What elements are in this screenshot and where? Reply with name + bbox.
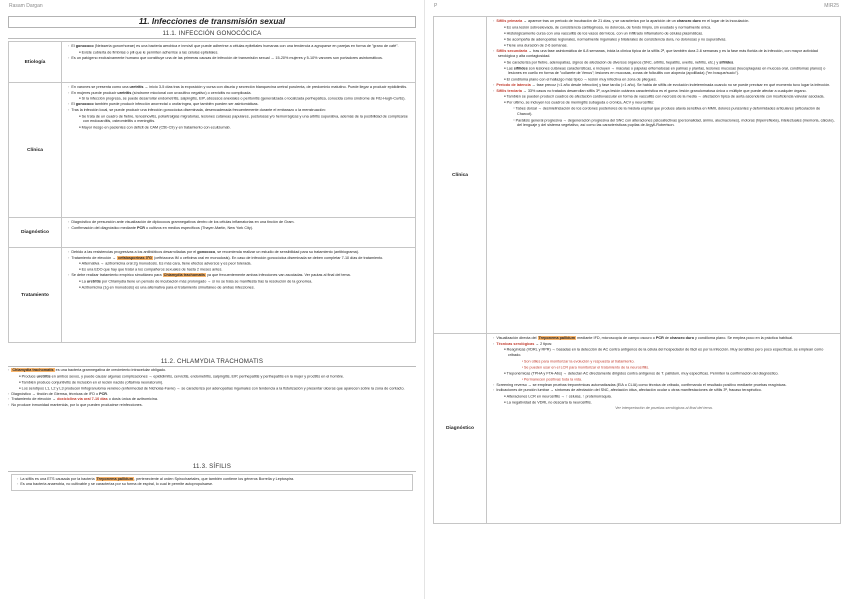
bullet-line: ● Se trata de un cuadro de fiebre, tenosinovitis, poliartralgias migratorias, lesiones cutáneas papulares, pustulosas y/o hemorrágicas y una artritis supurativa, además de la posibilidad de complicarse con endocarditis, osteomielitis o meningitis.: [68, 114, 410, 125]
bullet-line: ● Treponémicas (TPHA y FTA-Abs) → detectan AC directamente dirigidos contra antígenos de T. pallidum, muy específicas. Permiten la confirmación del diagnóstico.: [493, 371, 835, 377]
bullet-line: › Sífilis primaria → aparece tras un periodo de incubación de 21 días, y se caracteriza por la aparición de un chancro duro en el lugar de la inoculación.: [493, 19, 835, 24]
bullet-line: › En varones se presenta como una uretritis → inicio 3-5 días tras la exposición y cursa con disuria y secreción blanquecina uretral purulenta, de predominio matutino. Puede llegar a producir epididimitis.: [68, 85, 410, 90]
bullet-line: › Tras la infección local, se puede producir una infección gonocócica diseminada, desencadenada frecuentemente durante el embarazo o la menstruación:: [68, 108, 410, 113]
bullet-line: ● Se acompaña de adenopatías regionales, normalmente inguinales y bilaterales de consistencia dura, no dolorosas y no supurativas.: [493, 37, 835, 43]
running-header-mark: P: [434, 3, 438, 9]
bullet-line: ● Histológicamente cursa con una vasculitis de los vasos dérmicos, con un infiltrado inflamatorio de células plasmáticas.: [493, 31, 835, 37]
bullet-line: ● Alteraciones LCR en neurosífilis → ↑ células, ↑ proteinorraquia.: [493, 394, 835, 400]
bullet-line: ● También produce conjuntivitis de inclusión en el recién nacido (oftalmía neonatorum).: [8, 380, 416, 386]
row-body: [487, 17, 840, 333]
bullet-line: › En mujeres puede producir uretritis (síndrome miccional con urocultivo negativo) o cervicitis no complicada.: [68, 91, 410, 96]
bullet-line: ● La uretritis por Chlamydia tiene un período de incubación más prolongado → si no se trata se manifiesta tras la resolución de la gonorrea.: [68, 279, 410, 285]
row-label: Etiología: [9, 42, 62, 82]
bullet-line: › Screening reverso → se emplean pruebas treponémicas automatizadas (EIA o CLIA) como técnica de cribado, confirmando el resultado positivo mediante pruebas reagínicas.: [493, 383, 835, 388]
section-heading-sifilis: 11.3. SÍFILIS: [8, 463, 416, 472]
bullet-line: › Tratamiento de elección → cefalosporinas 3ªG (ceftriaxona IM o cefixima oral en monodosis). En caso de infección gonocócica diseminada se deben completar 7-10 días de tratamiento.: [68, 256, 410, 261]
bullet-line: ▪ Se pueden usar en el LCR para monitorizar el tratamiento de la neurosífilis.: [493, 365, 835, 371]
row-label: Clínica: [9, 83, 62, 217]
table-row-clinica-sifilis: [433, 16, 841, 334]
bullet-line: ● Mayor riesgo en pacientes con déficit de CAM (C5b-C9) y en tratamiento con eculizumab.: [68, 125, 410, 131]
bullet-line: ○ Parálisis general progresiva → degeneración progresiva del SNC con alteraciones psicoafectivas (personalidad, ánimo, alucinaciones), motoras (hiperreflexia), intelectuales (memoria, cálculo), del lenguaje y del sistema vegetativo, así como las características pupilas de Argyll-Robertson.: [493, 118, 835, 129]
bullet-line: › Diagnóstico de presunción ante visualización de diplococos gramnegativos dentro de los células inflamatorias en una tinción de Gram.: [68, 220, 410, 225]
bullet-line: › La sífilis es una ETS causada por la bacteria Treponema pallidum, perteneciente al orden Spirochaetales, que también contiene los géneros Borrelia y Leptospira.: [17, 477, 407, 482]
row-body: [62, 218, 415, 247]
row-body: [62, 42, 415, 82]
table-row-diagnostico: [8, 218, 416, 248]
right-page: [424, 0, 848, 599]
bullet-line: ● Reagínicas (VDRL y RPR) → basadas en la detección de AC contra antígenos de la célula del hospedador de fácil es por la infección. Muy sensibles pero poco específicas, se emplean como cribado.: [493, 347, 835, 358]
bullet-line: › Se debe realizar tratamiento empírico simultáneo para Chlamydia trachomatis ya que frecuentemente ambas infecciones van asociadas. Ver pautas al final del tema.: [68, 273, 410, 278]
bullet-line: › El gonococo (Neisseria gonorrhoeae) es una bacteria aerobica e inmóvil que puede adherirse a células epiteliales humanas con una tendencia a agruparse en parejas en forma de "grano de café".: [68, 44, 410, 49]
row-label: Clínica: [434, 17, 487, 333]
bullet-line: ● Produce uretritis en ambos sexos, y puede causar algunas complicaciones → epididimitis, cervicitis, endometritis, salpingitis, EIP, perihepatitis y perihepatitis en la mujer y proctitis en el hombre.: [8, 374, 416, 380]
bullet-line: › Tratamiento de elección → doxiciclina vía oral 7-10 días o dosis única de azitromicina.: [8, 397, 416, 402]
sifilis-intro-box: [11, 474, 413, 491]
table-row-etiologia: [8, 41, 416, 83]
bullet-line: › Diagnóstico → tinción de Giemsa, técnicas de IFD o PCR.: [8, 392, 416, 397]
bullet-line: ● También se pueden producir cuadros de afectación cardiovascular en forma de vasculitis con necrosis de la media → afectación típica de aorta ascendente con insuficiencia valvular asociada.: [493, 94, 835, 100]
bullet-line: ● Es una EDO que hay que tratar a los compañeros sexuales de hasta 2 meses antes.: [68, 267, 410, 273]
row-label: Tratamiento: [9, 248, 62, 342]
bullet-line: ● Se caracteriza por fiebre, adenopatías, signos de afectación de diversos órganos (SNC, artritis, hepatitis, uveítis, nefritis, etc.) y sifílides.: [493, 60, 835, 66]
bullet-line: › Confirmación del diagnóstico mediante PCR o cultivos en medios específicos (Thayer-Martin, New York City).: [68, 226, 410, 231]
bullet-line: ○ Tabes dorsal → desmielinización de los cordones posteriores de la médula espinal que produce ataxia sensitiva en MMII, dolores punzantes y deformidades articulares (articulación de Charcot).: [493, 106, 835, 117]
bullet-line: ● Alternativa → azitromicina oral 2g monodosis. Es más cara, tiene efectos adversos y es peor tolerada.: [68, 261, 410, 267]
bullet-line: ● Existe cubierta de fimbrias o pili que le permiten adherirse a las células epiteliales.: [68, 50, 410, 56]
bullet-line: › Sífilis secundaria → tras una fase asintomática de 6-8 semanas, inicia la clínica típica de la sífilis 2ª, que también dura 2-6 semanas y es la fase más florida de la infección, con mayor actividad serológica y alta contagiosidad.: [493, 49, 835, 60]
bullet-line: › El gonococo también puede producir infección anorrectal o orofaríngea, que también pueden ser asintomáticas.: [68, 102, 410, 107]
section-heading-gonococica: 11.1. INFECCIÓN GONOCÓCICA: [8, 30, 416, 39]
bullet-line: › Es un patógeno exclusivamente humano que constituye una de las primeras causas de infección de transmisión sexual → 15-20% mujeres y 5-10% varones son portadores asintomáticos.: [68, 56, 410, 61]
bullet-line: › Período de latencia → fase precoz (<1 año desde infección) y fase tardía (>1 año). Se habla de sífilis de evolución indeterminada cuando no se puede precisar en qué momento tuvo lugar la infección.: [493, 83, 835, 88]
bullet-line: ● El condiloma plano con el hallazgo más típico → lesión muy infectiva en zona de pliegues.: [493, 77, 835, 83]
bullet-line: ● Si la infección progresa, se puede desarrollar endometritis, salpingitis, EIP, abscesos anexiales o peritonitis (generalizada o localizada perihepática, conocida como síndrome de Fitz-Hugh-Curtis).: [68, 96, 410, 102]
bullet-line: ▪ Son útiles para monitorizar la evolución y respuesta al tratamiento.: [493, 359, 835, 365]
bullet-line: ▪ Permanecen positivas toda la vida.: [493, 377, 835, 383]
bullet-line: ● Las sifílides son lesiones cutáneas características, e incluyen → máculas o pápulas eritematosas en palmas y plantas, lesiones mucosas (leucoplaquias en mucosa oral, condilomas planos) o lesiones en cuello en forma de "collarete de Venus"; lesiones en mucosas, zonas de foliculitis con alopecia (apolillada) ("en bosque/sucio").: [493, 66, 835, 77]
bullet-line: ● La negatividad de VDRL no descarta la neurosífilis.: [493, 400, 835, 406]
row-body: [62, 83, 415, 217]
running-header-code: MIR25: [824, 3, 839, 9]
bullet-line: › Sífilis terciaria → 33% casos no tratados desarrollan sífilis 3ª, cuya lesión cutánea característica es el goma: lesión granulomatosa única o múltiple que puede afectar a cualquier órgano.: [493, 89, 835, 94]
row-body: [487, 334, 840, 523]
bullet-line: › Visualización directa del Treponema pallidum mediante IFD, microscopía de campo oscuro o PCR de chancro duro y condiloma plano. Se emplea poco en la práctica habitual.: [493, 336, 835, 341]
bullet-line: ● Azitromicina (1g en monodosis) es una alternativa para el tratamiento simultáneo de ambas infecciones.: [68, 285, 410, 291]
bullet-line: › Técnicas serológicas → 2 tipos:: [493, 342, 835, 347]
row-label: Diagnóstico: [434, 334, 487, 523]
section-heading-chlamydia: 11.2. CHLAMYDIA TRACHOMATIS: [8, 358, 416, 367]
bullet-line: ● Por último, se incluyen los cuadros de meningitis subaguda o crónica, ACV y neurosífilis:: [493, 100, 835, 106]
bullet-line: Ver interpretación de pruebas serológicas al final del tema.: [615, 406, 713, 411]
running-header-author: Rasam Dargan: [9, 3, 43, 9]
bullet-line: › Es una bacteria anaerobia, no cultivable y se caracteriza por su forma de espiral, lo cual le permite autopropulsarse.: [17, 482, 407, 487]
bullet-line: ● Tiene una duración de 2-6 semanas.: [493, 43, 835, 49]
row-body: [62, 248, 415, 342]
chapter-title: 11. Infecciones de transmisión sexual: [8, 16, 416, 28]
chlamydia-body: [8, 368, 416, 409]
row-label: Diagnóstico: [9, 218, 62, 247]
bullet-line: › Indicaciones de punción lumbar → síntomas de afectación del SNC, afectación ótica, afectación ocular u otras manifestaciones de sífilis 3ª, fracaso terapéutico.: [493, 388, 835, 393]
bullet-line: › Chlamydia trachomatis es una bacteria gramnegativa de crecimiento intracelular obligado.: [8, 368, 416, 373]
bullet-line: › No produce inmunidad mantenida, por lo que pueden producirse reinfecciones.: [8, 403, 416, 408]
table-row-tratamiento: [8, 248, 416, 343]
bullet-line: ● Los serotipos L1, L2 y L3 producen linfogranuloma venéreo (enfermedad de Nicholas-Favre) → se caracteriza por adenopatías inguinales con tendencia a la fistulización y presentar úlceras que aparecen sobre la zona de contacto.: [8, 386, 416, 392]
bullet-line: ● Es una lesión sobreelevada, de consistencia cartilaginosa, no dolorosa, de fondo limpio, sin exudado y normalmente única.: [493, 25, 835, 31]
table-row-clinica: [8, 83, 416, 218]
table-row-diagnostico-sifilis: [433, 334, 841, 524]
bullet-line: › Debido a las resistencias progresivas a los antibióticos desarrolladas por el gonococo, se recomienda realizar un estudio de sensibilidad para su tratamiento (antibiograma).: [68, 250, 410, 255]
